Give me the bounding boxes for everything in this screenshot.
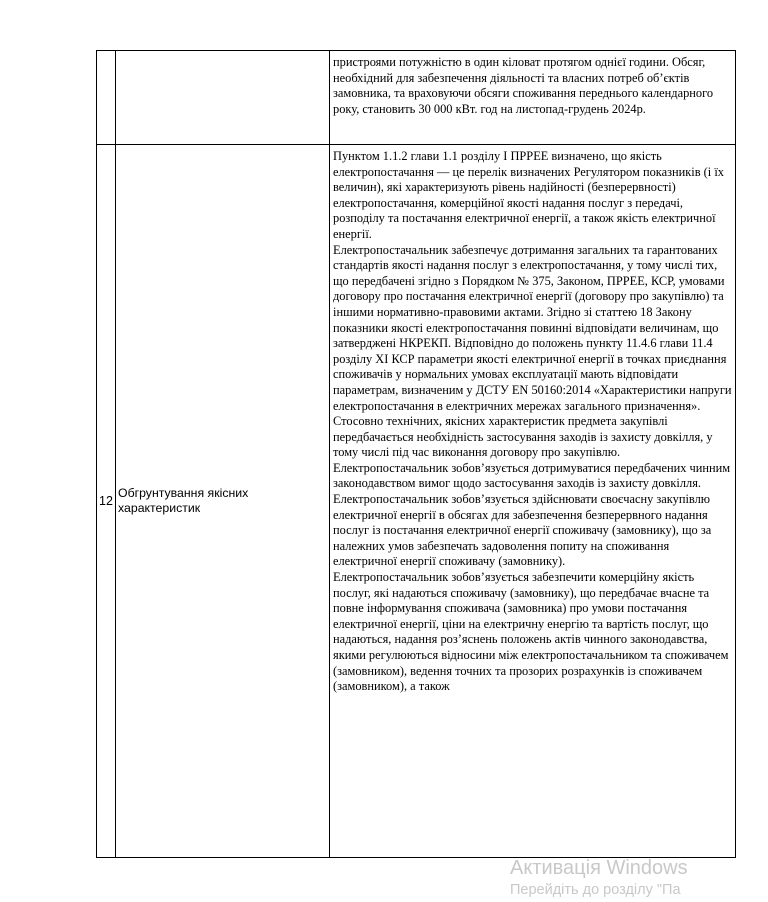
content-paragraph: Електропостачальник зобов’язується дотримуватися передбачених чинним законодавством вимог щодо застосування заходів із захисту довкілля. [333, 460, 731, 491]
row-label-cell [116, 51, 330, 145]
row-label-cell [116, 145, 330, 858]
content-paragraph: Електропостачальник зобов’язується здійснювати своєчасну закупівлю електричної енергії в обсягах для забезпечення безперервного надання послуг із постачання електричної енергії споживачу (замовнику), що за належних умов забезпечать задоволення попиту на споживання електричної енергії споживачу (замовнику). [333, 492, 712, 569]
row-number-cell [97, 51, 116, 145]
watermark-title: Активація Windows [510, 857, 688, 879]
windows-activation-watermark [510, 856, 688, 900]
table-row [97, 145, 736, 858]
row-content-cell [330, 145, 736, 858]
row-label: Обгрунтування якісних характеристик [118, 486, 249, 515]
table-row [97, 51, 736, 145]
watermark-subtitle: Перейдіть до розділу "Па [510, 882, 681, 898]
content-paragraph: Електропостачальник забезпечує дотримання загальних та гарантованих стандартів якості надання послуг з електропостачання, у тому числі тих, що передбачені згідно з Порядком № 375, Законом, ПРРЕЕ, КСР, умовами договору про постачання електричної енергії (договору про закупівлю) та іншими нормативно-правовими актами. Згідно зі статтею 18 Закону показники якості електропостачання повинні відповідати величинам, що затверджені НКРЕКП. Відповідно до положень пункту 11.4.6 глави 11.4 розділу XI КСР параметри якості електричної енергії в точках приєднання споживачів у нормальних умовах експлуатації мають відповідати параметрам, визначеним у ДСТУ EN 50160:2014 «Характеристики напруги електропостачання в електричних мережах загального призначення». Стосовно технічних, якісних характеристик предмета закупівлі передбачається необхідність застосування заходів із захисту довкілля, у тому числі під час виконання договору про закупівлю. [333, 242, 732, 460]
document-table [96, 50, 736, 858]
content-paragraph: Електропостачальник зобов’язується забезпечити комерційну якість послуг, які надаються споживачу (замовнику), що передбачає вчасне та повне інформування споживача (замовника) про умови постачання електричної енергії, ціни на електричну енергію та вартість послуг, що надаються, надання роз’яснень положень актів чинного законодавства, якими регулюються відносини між електропостачальником та споживачем (замовником), ведення точних та прозорих розрахунків із споживачем (замовником), а також [333, 570, 729, 694]
row-content [330, 51, 735, 117]
row-number: 12 [99, 494, 113, 508]
row-number-cell [97, 145, 116, 858]
row-content-cell [330, 51, 736, 145]
content-paragraph: Пунктом 1.1.2 глави 1.1 розділу I ПРРЕЕ визначено, що якість електропостачання — це перелік визначених Регулятором показників (і їх величин), які характеризують рівень надійності (безперервності) електропостачання, комерційної якості надання послуг з передачі, розподілу та постачання електричної енергії, а також якість електричної енергії. [333, 149, 724, 241]
content-paragraph: пристроями потужністю в один кіловат протягом однієї години. Обсяг, необхідний для забезпечення діяльності та власних потреб об’єктів замовника, та враховуючи обсяги споживання переднього календарного року, становить 30 000 кВт. год на листопад-грудень 2024р. [333, 55, 714, 116]
row-content [330, 145, 735, 695]
